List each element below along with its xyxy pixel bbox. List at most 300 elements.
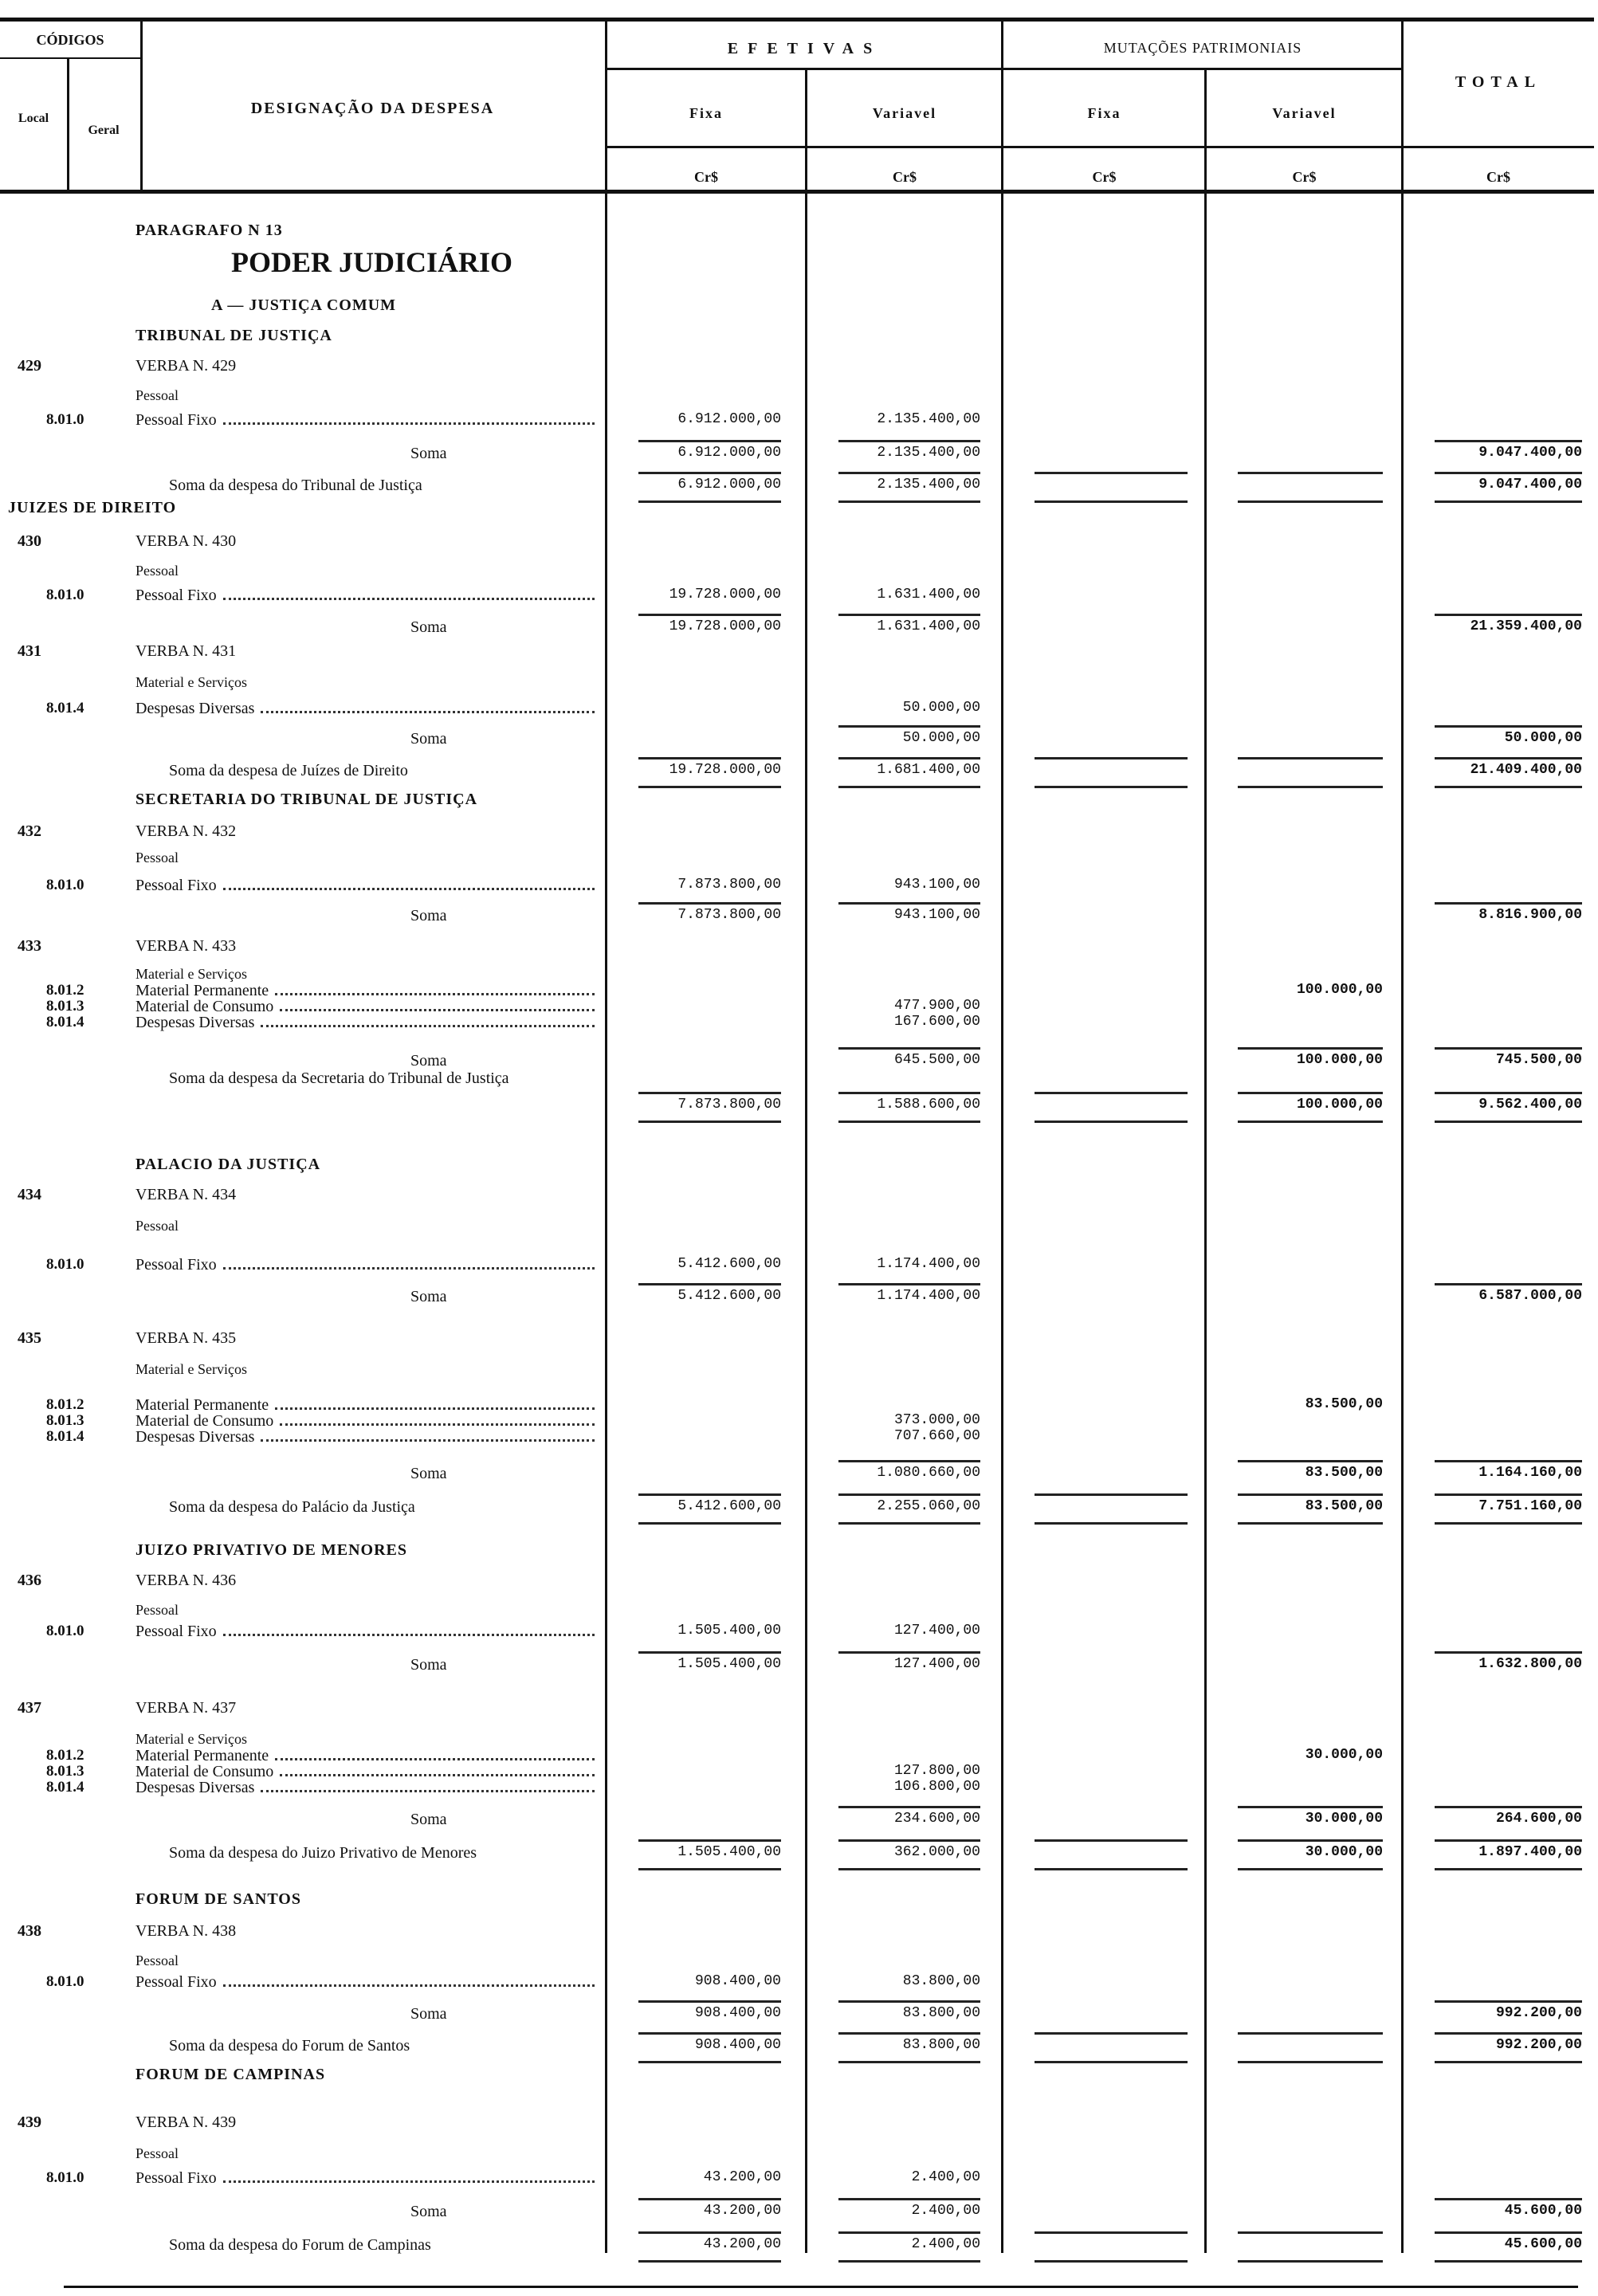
- budget-row: [0, 1256, 1598, 1280]
- dot-leader: [223, 1984, 595, 1987]
- budget-row: [0, 2203, 1598, 2227]
- soma-label: Soma: [410, 2203, 447, 2220]
- sum-rule: [838, 1806, 980, 1808]
- budget-row: [0, 1779, 1598, 1803]
- value-total: 9.047.400,00: [1478, 445, 1582, 461]
- total-rule: [1238, 1868, 1383, 1870]
- budget-row: [0, 1656, 1598, 1680]
- section-heading: FORUM DE CAMPINAS: [135, 2066, 326, 2083]
- budget-row: [0, 327, 1598, 351]
- value-fixa: 908.400,00: [694, 2037, 781, 2053]
- verba-label: VERBA N. 439: [135, 2113, 237, 2131]
- group-label: Pessoal: [135, 2145, 179, 2161]
- item-label: Pessoal Fixo: [135, 1623, 217, 1640]
- item-label: Material de Consumo: [135, 1763, 274, 1780]
- value-variavel: 2.135.400,00: [877, 477, 980, 493]
- soma-despesa-label: Soma da despesa de Juízes de Direito: [169, 762, 408, 779]
- sum-rule: [638, 1092, 781, 1094]
- value-fixa: 908.400,00: [694, 1973, 781, 1989]
- codes-rule: [0, 57, 140, 59]
- budget-row: [0, 222, 1598, 245]
- code-local: 437: [18, 1699, 41, 1717]
- col-line-total: [1401, 22, 1404, 2253]
- budget-row: [0, 1465, 1598, 1489]
- code-local: 429: [18, 357, 41, 375]
- group-label: Pessoal: [135, 1953, 179, 1968]
- group-label: Pessoal: [135, 387, 179, 403]
- sum-rule: [1238, 1839, 1383, 1842]
- sum-rule: [1435, 1493, 1582, 1496]
- item-label: Pessoal Fixo: [135, 1973, 217, 1991]
- verba-label: VERBA N. 435: [135, 1329, 237, 1347]
- sum-rule: [1238, 1092, 1383, 1094]
- soma-despesa-label: Soma da despesa do Forum de Santos: [169, 2037, 410, 2055]
- soma-label: Soma: [410, 1656, 447, 1674]
- total-rule: [638, 2061, 781, 2063]
- item-label: Pessoal Fixo: [135, 877, 217, 894]
- total-rule: [1035, 786, 1188, 788]
- value-variavel: 2.400,00: [911, 2169, 980, 2185]
- value-variavel: 1.631.400,00: [877, 618, 980, 634]
- budget-row: [0, 1428, 1598, 1452]
- item-label: Material Permanente: [135, 1747, 269, 1764]
- header-local: Local: [18, 112, 49, 125]
- item-description: [135, 700, 598, 718]
- value-fixa: 5.412.600,00: [677, 1288, 781, 1304]
- budget-row: [0, 1541, 1598, 1565]
- sum-rule: [638, 902, 781, 905]
- dot-leader: [223, 1634, 595, 1636]
- sum-rule: [638, 472, 781, 474]
- total-rule: [838, 786, 980, 788]
- sum-rule: [1435, 1839, 1582, 1842]
- section-heading: PARAGRAFO N 13: [135, 222, 283, 239]
- value-fixa: 6.912.000,00: [677, 445, 781, 461]
- value-mut-var: 83.500,00: [1305, 1465, 1383, 1481]
- budget-row: [0, 296, 1598, 320]
- header-codigos: CÓDIGOS: [36, 32, 104, 48]
- sum-rule: [838, 614, 980, 616]
- verba-label: VERBA N. 432: [135, 822, 237, 840]
- section-heading: JUIZO PRIVATIVO DE MENORES: [135, 1541, 408, 1559]
- group-label: Pessoal: [135, 1218, 179, 1234]
- sum-rule: [638, 1651, 781, 1654]
- value-variavel: 1.631.400,00: [877, 587, 980, 602]
- sum-rule: [838, 440, 980, 442]
- sum-rule: [638, 1839, 781, 1842]
- value-variavel: 50.000,00: [902, 730, 980, 746]
- total-rule: [1435, 1868, 1582, 1870]
- sum-rule: [638, 2198, 781, 2200]
- total-rule: [1238, 1121, 1383, 1123]
- budget-row: [0, 477, 1598, 500]
- dot-leader: [223, 422, 595, 425]
- total-rule: [638, 1522, 781, 1525]
- total-rule: [1035, 1121, 1188, 1123]
- sum-rule: [838, 1047, 980, 1050]
- group-label: Pessoal: [135, 563, 179, 579]
- sum-rule: [1435, 757, 1582, 759]
- item-description: [135, 2169, 598, 2188]
- value-fixa: 19.728.000,00: [669, 587, 781, 602]
- item-label: Material Permanente: [135, 1396, 269, 1414]
- soma-label: Soma: [410, 1465, 447, 1482]
- dot-leader: [280, 1423, 595, 1426]
- sum-rule: [1035, 472, 1188, 474]
- value-total: 21.359.400,00: [1470, 618, 1582, 634]
- budget-row: [0, 387, 1598, 411]
- header-efetivas-fixa: Fixa: [689, 105, 723, 121]
- item-label: Material de Consumo: [135, 998, 274, 1015]
- item-description: [135, 1973, 598, 1992]
- budget-row: [0, 2037, 1598, 2061]
- section-heading: TRIBUNAL DE JUSTIÇA: [135, 327, 332, 344]
- item-label: Despesas Diversas: [135, 1779, 255, 1796]
- sum-rule: [838, 725, 980, 728]
- value-mut-var: 100.000,00: [1296, 1052, 1383, 1068]
- budget-row: [0, 730, 1598, 754]
- sum-rule: [1435, 725, 1582, 728]
- soma-despesa-label: Soma da despesa do Juizo Privativo de Menores: [169, 1844, 477, 1862]
- total-rule: [838, 1868, 980, 1870]
- item-label: Pessoal Fixo: [135, 587, 217, 604]
- total-rule: [1238, 2260, 1383, 2263]
- item-label: Despesas Diversas: [135, 700, 255, 717]
- sum-rule: [1035, 2231, 1188, 2234]
- section-subtitle: A — JUSTIÇA COMUM: [211, 296, 397, 314]
- budget-row: [0, 1156, 1598, 1179]
- sum-rule: [1435, 1283, 1582, 1285]
- code-geral: 8.01.4: [46, 1428, 84, 1445]
- budget-row: [0, 1811, 1598, 1835]
- item-description: [135, 1256, 598, 1274]
- total-rule: [1035, 1868, 1188, 1870]
- item-label: Pessoal Fixo: [135, 1256, 217, 1274]
- sum-rule: [1435, 1047, 1582, 1050]
- soma-label: Soma: [410, 1288, 447, 1305]
- code-geral: 8.01.2: [46, 1747, 84, 1764]
- currency-efetivas-fixa: Cr$: [694, 169, 718, 185]
- value-variavel: 127.400,00: [893, 1623, 980, 1639]
- section-heading: FORUM DE SANTOS: [135, 1890, 301, 1908]
- budget-row: [0, 618, 1598, 642]
- value-mut-var: 30.000,00: [1305, 1844, 1383, 1860]
- sum-rule: [638, 2032, 781, 2035]
- budget-row: [0, 357, 1598, 381]
- total-rule: [1035, 2260, 1188, 2263]
- budget-row: [0, 1498, 1598, 1522]
- value-variavel: 234.600,00: [893, 1811, 980, 1827]
- budget-row: [0, 937, 1598, 961]
- sum-rule: [1035, 1092, 1188, 1094]
- total-rule: [1238, 2061, 1383, 2063]
- total-rule: [1035, 1522, 1188, 1525]
- sum-rule: [638, 440, 781, 442]
- value-fixa: 43.200,00: [703, 2169, 781, 2185]
- sum-rule: [1238, 2231, 1383, 2234]
- value-total: 992.200,00: [1495, 2037, 1582, 2053]
- value-total: 9.047.400,00: [1478, 477, 1582, 493]
- value-variavel: 2.400,00: [911, 2203, 980, 2219]
- sum-rule: [1435, 1651, 1582, 1654]
- header-mut-variavel: Variavel: [1272, 105, 1337, 121]
- sum-rule: [838, 2198, 980, 2200]
- value-total: 21.409.400,00: [1470, 762, 1582, 778]
- budget-row: [0, 1288, 1598, 1312]
- currency-mut-variavel: Cr$: [1292, 169, 1317, 185]
- soma-label: Soma: [410, 2005, 447, 2023]
- sum-rule: [638, 757, 781, 759]
- budget-row: [0, 907, 1598, 931]
- verba-label: VERBA N. 430: [135, 532, 237, 550]
- total-rule: [1238, 786, 1383, 788]
- sum-rule: [638, 614, 781, 616]
- value-variavel: 2.135.400,00: [877, 411, 980, 427]
- dot-leader: [223, 888, 595, 890]
- section-heading: JUIZES DE DIREITO: [8, 499, 177, 516]
- sum-rule: [838, 2231, 980, 2234]
- item-description: [135, 1014, 598, 1032]
- soma-label: Soma: [410, 907, 447, 924]
- value-mut-var: 30.000,00: [1305, 1747, 1383, 1763]
- sum-rule: [838, 472, 980, 474]
- code-geral: 8.01.0: [46, 877, 84, 893]
- value-total: 264.600,00: [1495, 1811, 1582, 1827]
- budget-row: [0, 1014, 1598, 1038]
- budget-row: [0, 445, 1598, 469]
- value-total: 45.600,00: [1504, 2236, 1582, 2252]
- budget-row: [0, 674, 1598, 698]
- item-description: [135, 877, 598, 895]
- value-variavel: 2.135.400,00: [877, 445, 980, 461]
- item-description: [135, 1623, 598, 1641]
- dot-leader: [280, 1774, 595, 1776]
- code-local: 436: [18, 1572, 41, 1589]
- total-rule: [838, 1522, 980, 1525]
- total-rule: [838, 2260, 980, 2263]
- value-fixa: 43.200,00: [703, 2236, 781, 2252]
- budget-row: [0, 1329, 1598, 1353]
- code-local: 430: [18, 532, 41, 550]
- sum-rule: [1238, 1047, 1383, 1050]
- value-variavel: 167.600,00: [893, 1014, 980, 1030]
- sum-rule: [1435, 2032, 1582, 2035]
- item-description: [135, 587, 598, 605]
- dot-leader: [275, 1407, 595, 1410]
- value-total: 8.816.900,00: [1478, 907, 1582, 923]
- sum-rule: [638, 1493, 781, 1496]
- verba-label: VERBA N. 434: [135, 1186, 237, 1203]
- value-total: 1.164.160,00: [1478, 1465, 1582, 1481]
- verba-label: VERBA N. 438: [135, 1922, 237, 1940]
- value-variavel: 1.080.660,00: [877, 1465, 980, 1481]
- budget-row: [0, 1218, 1598, 1242]
- value-variavel: 707.660,00: [893, 1428, 980, 1444]
- budget-row: [0, 587, 1598, 610]
- budget-row: [0, 2113, 1598, 2137]
- page-title: PODER JUDICIÁRIO: [231, 246, 513, 278]
- code-geral: 8.01.0: [46, 587, 84, 603]
- top-rule: [0, 18, 1594, 22]
- sum-rule: [1238, 1460, 1383, 1462]
- value-fixa: 7.873.800,00: [677, 1097, 781, 1113]
- soma-label: Soma: [410, 618, 447, 636]
- budget-row: [0, 532, 1598, 556]
- code-local: 435: [18, 1329, 41, 1347]
- header-mutacoes: MUTAÇÕES PATRIMONIAIS: [1103, 40, 1302, 56]
- dot-leader: [275, 1758, 595, 1760]
- soma-label: Soma: [410, 1052, 447, 1070]
- group-label: Material e Serviços: [135, 674, 247, 690]
- sum-rule: [838, 1493, 980, 1496]
- sum-rule: [1435, 2198, 1582, 2200]
- col-line-fixa: [605, 22, 607, 2253]
- value-variavel: 2.255.060,00: [877, 1498, 980, 1514]
- currency-efetivas-variavel: Cr$: [893, 169, 917, 185]
- value-total: 6.587.000,00: [1478, 1288, 1582, 1304]
- total-rule: [638, 1868, 781, 1870]
- value-variavel: 106.800,00: [893, 1779, 980, 1795]
- budget-row: [0, 1186, 1598, 1210]
- budget-row: [0, 2169, 1598, 2193]
- budget-row: [0, 411, 1598, 435]
- dot-leader: [261, 1439, 595, 1442]
- code-geral: 8.01.4: [46, 1014, 84, 1030]
- value-fixa: 6.912.000,00: [677, 411, 781, 427]
- subheader-rule-1: [607, 68, 1404, 70]
- code-local: 438: [18, 1922, 41, 1940]
- budget-row: [0, 762, 1598, 786]
- value-total: 992.200,00: [1495, 2005, 1582, 2021]
- sum-rule: [838, 902, 980, 905]
- value-fixa: 7.873.800,00: [677, 907, 781, 923]
- sum-rule: [1238, 2032, 1383, 2035]
- budget-row: [0, 642, 1598, 666]
- group-label: Material e Serviços: [135, 966, 247, 982]
- budget-row: [0, 1699, 1598, 1723]
- dot-leader: [223, 598, 595, 600]
- value-total: 9.562.400,00: [1478, 1097, 1582, 1113]
- item-label: Despesas Diversas: [135, 1428, 255, 1446]
- sum-rule: [1035, 757, 1188, 759]
- code-geral: 8.01.3: [46, 998, 84, 1015]
- total-rule: [1435, 2260, 1582, 2263]
- budget-row: [0, 850, 1598, 873]
- value-mut-var: 83.500,00: [1305, 1396, 1383, 1412]
- value-mut-var: 100.000,00: [1296, 982, 1383, 998]
- value-total: 745.500,00: [1495, 1052, 1582, 1068]
- sum-rule: [1435, 2231, 1582, 2234]
- bottom-rule: [64, 2286, 1578, 2288]
- value-variavel: 1.588.600,00: [877, 1097, 980, 1113]
- verba-label: VERBA N. 431: [135, 642, 237, 660]
- budget-row: [0, 1922, 1598, 1946]
- value-fixa: 908.400,00: [694, 2005, 781, 2021]
- value-variavel: 373.000,00: [893, 1412, 980, 1428]
- group-label: Pessoal: [135, 1602, 179, 1618]
- header-geral: Geral: [88, 124, 120, 137]
- dot-leader: [261, 711, 595, 713]
- budget-row: [0, 563, 1598, 587]
- soma-label: Soma: [410, 1811, 447, 1828]
- verba-label: VERBA N. 429: [135, 357, 237, 375]
- value-fixa: 1.505.400,00: [677, 1844, 781, 1860]
- col-line-mut-fixa: [1001, 22, 1003, 2253]
- item-description: [135, 411, 598, 430]
- value-variavel: 362.000,00: [893, 1844, 980, 1860]
- item-description: [135, 1428, 598, 1446]
- value-fixa: 7.873.800,00: [677, 877, 781, 893]
- budget-row: [0, 700, 1598, 724]
- value-fixa: 6.912.000,00: [677, 477, 781, 493]
- value-fixa: 43.200,00: [703, 2203, 781, 2219]
- value-fixa: 1.505.400,00: [677, 1656, 781, 1672]
- total-rule: [838, 1121, 980, 1123]
- sum-rule: [838, 757, 980, 759]
- budget-row: [0, 2066, 1598, 2090]
- sum-rule: [1238, 472, 1383, 474]
- total-rule: [638, 786, 781, 788]
- section-heading: SECRETARIA DO TRIBUNAL DE JUSTIÇA: [135, 791, 478, 808]
- sum-rule: [838, 2032, 980, 2035]
- value-variavel: 2.400,00: [911, 2236, 980, 2252]
- dot-leader: [223, 1267, 595, 1270]
- dot-leader: [261, 1025, 595, 1027]
- value-variavel: 83.800,00: [902, 2005, 980, 2021]
- sum-rule: [838, 1651, 980, 1654]
- sum-rule: [838, 1092, 980, 1094]
- value-variavel: 127.400,00: [893, 1656, 980, 1672]
- verba-label: VERBA N. 437: [135, 1699, 237, 1717]
- sum-rule: [1435, 440, 1582, 442]
- verba-label: VERBA N. 436: [135, 1572, 237, 1589]
- value-variavel: 50.000,00: [902, 700, 980, 716]
- total-rule: [1435, 786, 1582, 788]
- dot-leader: [223, 2180, 595, 2183]
- budget-row: [0, 246, 1598, 278]
- value-total: 1.632.800,00: [1478, 1656, 1582, 1672]
- sum-rule: [838, 1839, 980, 1842]
- budget-row: [0, 499, 1598, 523]
- sum-rule: [1035, 1493, 1188, 1496]
- sum-rule: [638, 1283, 781, 1285]
- budget-row: [0, 791, 1598, 814]
- sum-rule: [1435, 1092, 1582, 1094]
- dot-leader: [261, 1790, 595, 1792]
- code-geral: 8.01.2: [46, 1396, 84, 1413]
- value-variavel: 83.800,00: [902, 1973, 980, 1989]
- value-total: 1.897.400,00: [1478, 1844, 1582, 1860]
- code-geral: 8.01.4: [46, 700, 84, 716]
- sum-rule: [1238, 1806, 1383, 1808]
- header-bottom-rule: [0, 190, 1594, 194]
- total-rule: [1035, 2061, 1188, 2063]
- soma-despesa-label: Soma da despesa do Palácio da Justiça: [169, 1498, 415, 1516]
- value-mut-var: 100.000,00: [1296, 1097, 1383, 1113]
- value-total: 50.000,00: [1504, 730, 1582, 746]
- soma-label: Soma: [410, 445, 447, 462]
- value-total: 7.751.160,00: [1478, 1498, 1582, 1514]
- value-mut-var: 83.500,00: [1305, 1498, 1383, 1514]
- budget-row: [0, 1844, 1598, 1868]
- item-label: Material Permanente: [135, 982, 269, 999]
- value-variavel: 127.800,00: [893, 1763, 980, 1779]
- code-local: 434: [18, 1186, 41, 1203]
- sum-rule: [838, 1460, 980, 1462]
- currency-total: Cr$: [1486, 169, 1510, 185]
- sum-rule: [1435, 1806, 1582, 1808]
- item-label: Pessoal Fixo: [135, 2169, 217, 2187]
